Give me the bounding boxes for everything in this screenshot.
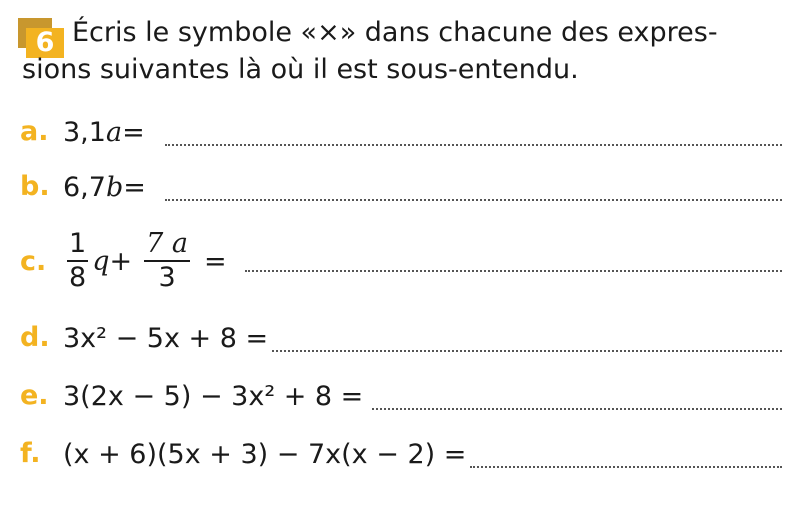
- coefficient: 3,1: [63, 116, 106, 148]
- numerator-coefficient: 7: [146, 228, 172, 259]
- fraction-2: [144, 228, 190, 294]
- expression-text: (x + 6)(5x + 3) − 7x(x − 2) =: [63, 438, 467, 470]
- variable: a: [105, 116, 123, 148]
- exercise-item-b: [20, 167, 782, 207]
- exercise-item-a: [20, 112, 782, 152]
- exercise-item-c: [20, 224, 782, 298]
- item-letter: e.: [20, 380, 49, 411]
- item-expression: [63, 376, 363, 416]
- answer-blank[interactable]: [372, 408, 782, 410]
- instruction-line-1: Écris le symbole «×» dans chacune des expres-: [72, 17, 718, 48]
- item-expression: [63, 167, 146, 207]
- fraction-numerator: [144, 228, 190, 260]
- variable: q: [92, 245, 110, 277]
- answer-blank[interactable]: [245, 270, 782, 272]
- item-expression: [63, 434, 466, 474]
- fraction-denominator: 8: [69, 262, 87, 293]
- expression-text: 3x² − 5x + 8 =: [63, 322, 269, 354]
- item-expression: [63, 224, 227, 298]
- variable: a: [171, 228, 188, 259]
- item-letter: a.: [20, 116, 49, 147]
- exercise-instruction: [22, 14, 792, 88]
- answer-blank[interactable]: [165, 199, 782, 201]
- item-expression: [63, 318, 268, 358]
- item-letter: b.: [20, 171, 50, 202]
- equals-sign: =: [203, 245, 227, 277]
- exercise-item-e: [20, 376, 782, 416]
- plus-sign: +: [109, 245, 133, 277]
- equals-sign: =: [122, 116, 145, 148]
- answer-blank[interactable]: [272, 350, 782, 352]
- instruction-line-2: sions suivantes là où il est sous-entendu.: [22, 54, 579, 85]
- item-letter: d.: [20, 322, 50, 353]
- expression-text: 3(2x − 5) − 3x² + 8 =: [63, 380, 364, 412]
- item-letter: f.: [20, 438, 41, 469]
- exercise-item-f: [20, 434, 782, 474]
- item-expression: [63, 112, 145, 152]
- exercise-number: 6: [26, 28, 64, 58]
- answer-blank[interactable]: [470, 466, 782, 468]
- exercise-item-d: [20, 318, 782, 358]
- answer-blank[interactable]: [165, 144, 782, 146]
- fraction-numerator: 1: [69, 228, 87, 259]
- equals-sign: =: [123, 171, 146, 203]
- fraction-denominator: 3: [158, 262, 176, 293]
- coefficient: 6,7: [63, 171, 106, 203]
- fraction-1: [67, 228, 88, 294]
- variable: b: [105, 171, 124, 203]
- item-letter: c.: [20, 246, 47, 277]
